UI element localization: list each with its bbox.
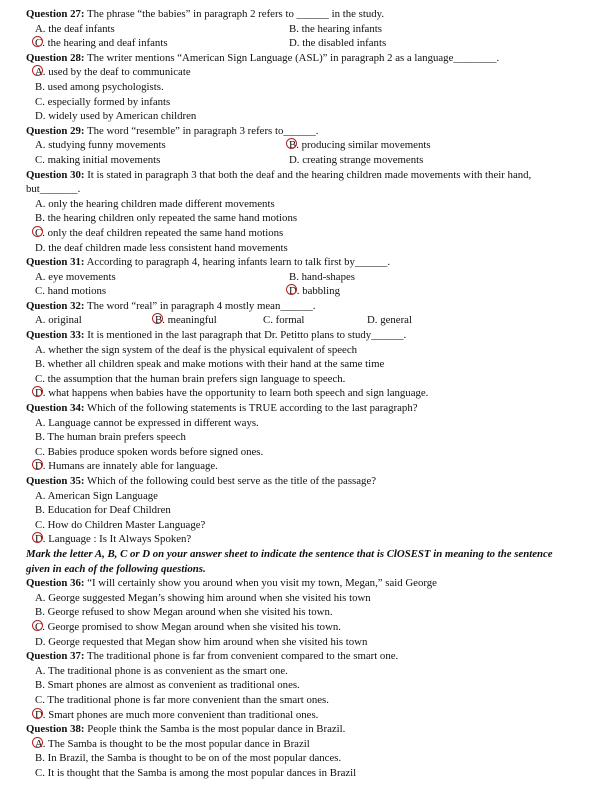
- question-number: Question 38:: [26, 723, 85, 736]
- option-text: B. the hearing children only repeated the same hand motions: [35, 212, 298, 225]
- answer-option[interactable]: [34, 605, 333, 620]
- option-text: C. hand motions: [35, 285, 107, 298]
- option-row: [26, 518, 578, 533]
- option-row: [26, 138, 578, 153]
- option-row: [26, 678, 578, 693]
- option-row: [26, 197, 578, 212]
- option-text: C. the hearing and deaf infants: [35, 37, 168, 50]
- question-number: Question 31:: [26, 256, 85, 269]
- option-row: [26, 503, 578, 518]
- question-text: It is stated in paragraph 3 that both the deaf and the hearing children made movements with their hand, but_______.: [26, 168, 532, 196]
- option-text: D. Language : Is It Always Spoken?: [35, 533, 192, 546]
- question-stem: [26, 51, 578, 66]
- question-number: Question 28:: [26, 51, 85, 64]
- option-row: [26, 620, 578, 635]
- option-text: D. general: [367, 314, 412, 327]
- question-text: The word “resemble” in paragraph 3 refers to______.: [84, 124, 319, 137]
- answer-circle-mark: [32, 708, 43, 719]
- answer-option[interactable]: [34, 211, 297, 226]
- option-text: B. whether all children speak and make motions with their hand at the same time: [35, 358, 385, 371]
- option-row: [26, 532, 578, 547]
- option-text: B. In Brazil, the Samba is thought to be on of the most popular dances.: [35, 752, 342, 765]
- option-text: B. hand-shapes: [289, 270, 355, 283]
- answer-option-circled[interactable]: [288, 284, 340, 299]
- option-text: D. creating strange movements: [289, 153, 424, 166]
- answer-option[interactable]: [34, 372, 345, 387]
- answer-option[interactable]: [34, 138, 166, 153]
- option-row: [26, 357, 578, 372]
- option-text: B. meaningful: [155, 314, 217, 327]
- option-text: A. studying funny movements: [35, 139, 166, 152]
- option-row: [26, 737, 578, 752]
- option-text: A. George suggested Megan’s showing him around when she visited his town: [35, 591, 371, 604]
- option-text: A. whether the sign system of the deaf is the physical equivalent of speech: [35, 343, 358, 356]
- option-text: B. The human brain prefers speech: [35, 431, 186, 444]
- option-text: C. especially formed by infants: [35, 95, 171, 108]
- option-text: C. How do Children Master Language?: [35, 518, 206, 531]
- option-text: C. formal: [263, 314, 305, 327]
- question-number: Question 32:: [26, 299, 85, 312]
- question-text: People think the Samba is the most popular dance in Brazil.: [84, 723, 346, 736]
- answer-option[interactable]: [34, 313, 82, 328]
- question-stem: [26, 328, 578, 343]
- option-row: [26, 459, 578, 474]
- answer-option[interactable]: [34, 635, 367, 650]
- answer-option-circled[interactable]: [34, 36, 168, 51]
- answer-option[interactable]: [34, 95, 170, 110]
- question-number: Question 34:: [26, 402, 85, 415]
- answer-option-circled[interactable]: [154, 313, 217, 328]
- option-row: [26, 211, 578, 226]
- option-text: D. what happens when babies have the opportunity to learn both speech and sign language.: [35, 387, 429, 400]
- option-text: A. The Samba is thought to be the most popular dance in Brazil: [35, 737, 310, 750]
- answer-option[interactable]: [288, 36, 386, 51]
- option-text: A. only the hearing children made different movements: [35, 197, 275, 210]
- option-text: B. George refused to show Megan around when she visited his town.: [35, 606, 333, 619]
- answer-option-circled[interactable]: [34, 386, 428, 401]
- option-text: B. producing similar movements: [289, 139, 431, 152]
- answer-option[interactable]: [34, 343, 357, 358]
- question-text: The phrase “the babies” in paragraph 2 refers to ______ in the study.: [84, 8, 385, 20]
- answer-option-circled[interactable]: [34, 737, 310, 752]
- question-stem: [26, 576, 578, 591]
- option-text: C. The traditional phone is far more convenient than the smart ones.: [35, 693, 329, 706]
- answer-option-circled[interactable]: [34, 226, 283, 241]
- answer-option[interactable]: [34, 489, 158, 504]
- answer-option[interactable]: [34, 284, 106, 299]
- question-number: Question 30:: [26, 168, 85, 181]
- option-text: A. eye movements: [35, 270, 116, 283]
- option-row: [26, 241, 578, 256]
- option-text: D. the disabled infants: [289, 37, 387, 50]
- option-text: D. Smart phones are much more convenient than traditional ones.: [35, 708, 319, 721]
- option-text: D. babbling: [289, 285, 340, 298]
- option-text: B. the hearing infants: [289, 22, 382, 35]
- option-text: C. Babies produce spoken words before signed ones.: [35, 445, 264, 458]
- option-row: [26, 664, 578, 679]
- option-row: [26, 313, 578, 328]
- option-text: C. George promised to show Megan around when she visited his town.: [35, 620, 341, 633]
- option-text: B. used among psychologists.: [35, 80, 164, 93]
- section-instruction: Mark the letter A, B, C or D on your answer sheet to indicate the sentence that is ClOSEST in meaning to the sentence given in each of the following questions.: [26, 547, 553, 575]
- answer-option[interactable]: [34, 416, 259, 431]
- option-row: [26, 708, 578, 723]
- answer-option-circled[interactable]: [288, 138, 431, 153]
- answer-option[interactable]: [288, 22, 382, 37]
- question-number: Question 36:: [26, 577, 85, 590]
- answer-option[interactable]: [366, 313, 412, 328]
- answer-option[interactable]: [34, 518, 205, 533]
- answer-option[interactable]: [34, 693, 329, 708]
- question-text: The traditional phone is far from convenient compared to the smart one.: [84, 650, 399, 663]
- option-row: [26, 751, 578, 766]
- answer-option[interactable]: [34, 197, 275, 212]
- question-text: The word “real” in paragraph 4 mostly mean______.: [84, 299, 316, 312]
- option-text: A. used by the deaf to communicate: [35, 66, 191, 79]
- option-row: [26, 65, 578, 80]
- question-stem: [26, 124, 578, 139]
- option-text: D. widely used by American children: [35, 110, 197, 123]
- answer-option[interactable]: [34, 430, 186, 445]
- option-row: [26, 445, 578, 460]
- option-row: [26, 372, 578, 387]
- answer-circle-mark: [32, 620, 43, 631]
- option-row: [26, 430, 578, 445]
- option-text: A. The traditional phone is as convenient as the smart one.: [35, 664, 288, 677]
- option-text: C. making initial movements: [35, 153, 161, 166]
- answer-option-circled[interactable]: [34, 65, 191, 80]
- question-number: Question 27:: [26, 8, 85, 20]
- question-text: It is mentioned in the last paragraph that Dr. Petitto plans to study______.: [84, 329, 407, 342]
- question-stem: [26, 7, 578, 22]
- answer-option[interactable]: [34, 664, 288, 679]
- question-stem: [26, 255, 578, 270]
- answer-option[interactable]: [34, 241, 288, 256]
- answer-option[interactable]: [34, 270, 116, 285]
- option-text: D. Humans are innately able for language.: [35, 460, 218, 473]
- option-row: [26, 416, 578, 431]
- option-text: A. original: [35, 314, 82, 327]
- answer-option[interactable]: [34, 445, 263, 460]
- option-text: D. George requested that Megan show him around when she visited his town: [35, 635, 368, 648]
- option-row: [26, 343, 578, 358]
- option-row: [26, 386, 578, 401]
- answer-option-circled[interactable]: [34, 708, 318, 723]
- question-number: Question 33:: [26, 329, 85, 342]
- option-text: B. Smart phones are almost as convenient as traditional ones.: [35, 679, 300, 692]
- question-stem: [26, 722, 578, 737]
- option-text: A. American Sign Language: [35, 489, 158, 502]
- option-row: [26, 693, 578, 708]
- answer-option[interactable]: [34, 503, 171, 518]
- option-text: A. Language cannot be expressed in different ways.: [35, 416, 259, 429]
- option-text: C. only the deaf children repeated the same hand motions: [35, 226, 284, 239]
- question-number: Question 37:: [26, 650, 85, 663]
- option-row: [26, 591, 578, 606]
- option-row: [26, 635, 578, 650]
- option-row: [26, 80, 578, 95]
- answer-option-circled[interactable]: [34, 459, 218, 474]
- question-text: According to paragraph 4, hearing infants learn to talk first by______.: [84, 256, 391, 269]
- question-number: Question 29:: [26, 124, 85, 137]
- answer-option[interactable]: [34, 22, 115, 37]
- question-stem: [26, 474, 578, 489]
- answer-option[interactable]: [34, 153, 160, 168]
- option-row: [26, 153, 578, 168]
- option-row: [26, 766, 578, 781]
- option-row: [26, 226, 578, 241]
- option-row: [26, 36, 578, 51]
- exam-page: [26, 7, 578, 780]
- answer-option[interactable]: [262, 313, 304, 328]
- option-row: [26, 270, 578, 285]
- question-text: Which of the following statements is TRUE according to the last paragraph?: [84, 402, 418, 415]
- question-stem: [26, 168, 578, 197]
- answer-option[interactable]: [34, 678, 300, 693]
- option-row: [26, 284, 578, 299]
- option-text: C. It is thought that the Samba is among the most popular dances in Brazil: [35, 766, 357, 779]
- question-text: “I will certainly show you around when you visit my town, Megan,” said George: [84, 577, 437, 590]
- question-text: Which of the following could best serve as the title of the passage?: [84, 475, 377, 487]
- question-stem: [26, 299, 578, 314]
- question-number: Question 35:: [26, 475, 85, 487]
- question-stem: [26, 649, 578, 664]
- option-text: C. the assumption that the human brain prefers sign language to speech.: [35, 372, 346, 385]
- answer-option[interactable]: [34, 766, 356, 781]
- option-row: [26, 95, 578, 110]
- question-stem: [26, 401, 578, 416]
- answer-option-circled[interactable]: [34, 532, 191, 547]
- option-row: [26, 605, 578, 620]
- answer-option[interactable]: [34, 80, 164, 95]
- answer-circle-mark: [32, 226, 43, 237]
- answer-option[interactable]: [34, 109, 196, 124]
- answer-option[interactable]: [288, 270, 355, 285]
- answer-option[interactable]: [288, 153, 423, 168]
- answer-circle-mark: [32, 737, 43, 748]
- option-text: D. the deaf children made less consistent hand movements: [35, 241, 288, 254]
- answer-option[interactable]: [34, 751, 341, 766]
- answer-option-circled[interactable]: [34, 620, 341, 635]
- option-row: [26, 489, 578, 504]
- option-row: [26, 109, 578, 124]
- option-row: [26, 22, 578, 37]
- option-text: B. Education for Deaf Children: [35, 504, 171, 517]
- answer-option[interactable]: [34, 357, 384, 372]
- option-text: A. the deaf infants: [35, 22, 115, 35]
- question-text: The writer mentions “American Sign Language (ASL)” in paragraph 2 as a language________.: [84, 51, 500, 64]
- answer-option[interactable]: [34, 591, 371, 606]
